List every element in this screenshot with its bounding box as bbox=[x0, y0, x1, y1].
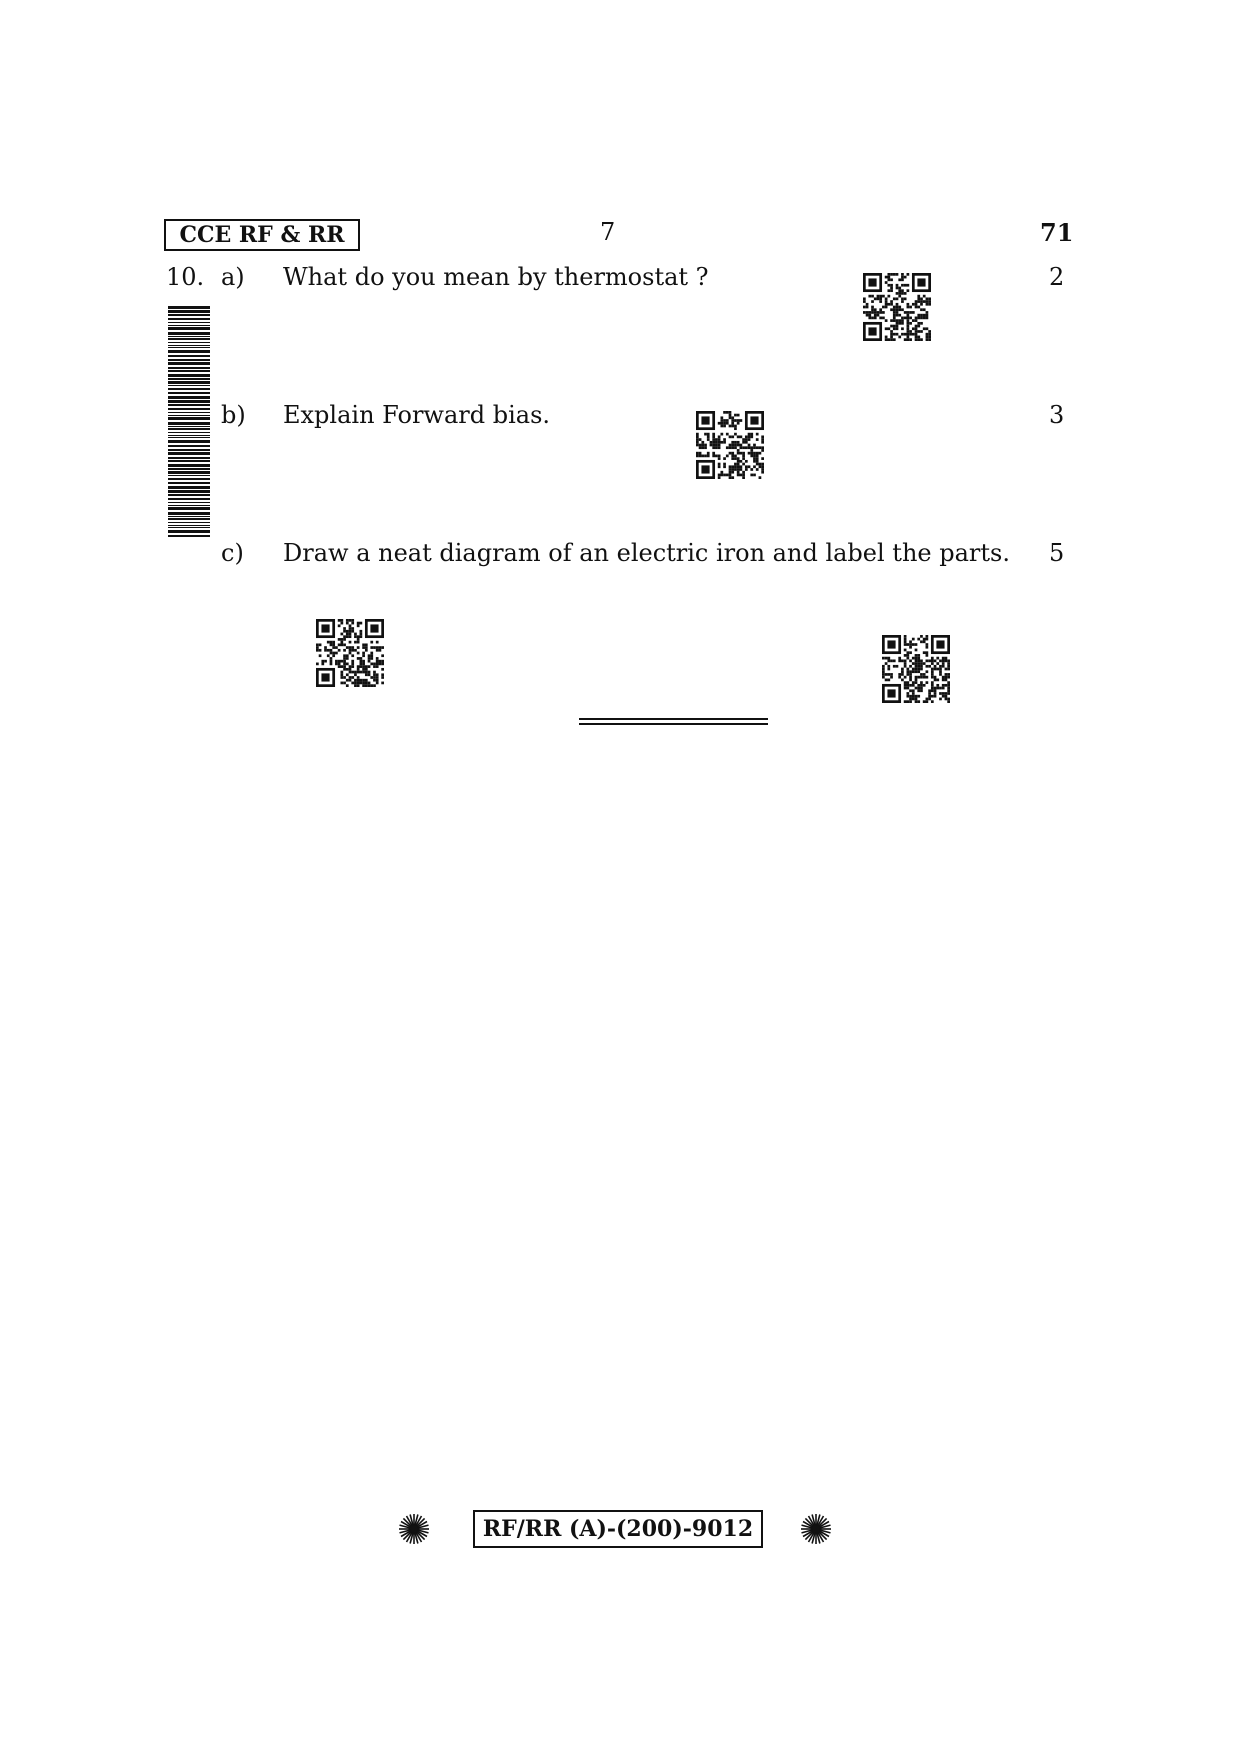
part-a-label: a) bbox=[221, 263, 245, 291]
star-ornament-icon bbox=[799, 1512, 833, 1546]
end-divider bbox=[579, 718, 768, 720]
header-code-box: CCE RF & RR bbox=[164, 219, 360, 251]
paper-code: 71 bbox=[1040, 218, 1074, 247]
part-a-marks: 2 bbox=[1049, 263, 1065, 291]
part-c-label: c) bbox=[221, 539, 244, 567]
question-number: 10. bbox=[166, 263, 205, 291]
part-b-text: Explain Forward bias. bbox=[283, 401, 551, 429]
part-c-text: Draw a neat diagram of an electric iron and label the parts. bbox=[283, 539, 1010, 567]
qr-code-icon bbox=[316, 619, 384, 687]
footer-code-box: RF/RR (A)-(200)-9012 bbox=[473, 1510, 763, 1548]
part-c-marks: 5 bbox=[1049, 539, 1065, 567]
part-b-label: b) bbox=[221, 401, 246, 429]
end-divider bbox=[579, 723, 768, 725]
part-b-marks: 3 bbox=[1049, 401, 1065, 429]
star-ornament-icon bbox=[397, 1512, 431, 1546]
qr-code-icon bbox=[696, 411, 764, 479]
qr-code-icon bbox=[882, 635, 950, 703]
page-number: 7 bbox=[600, 218, 616, 246]
part-a-text: What do you mean by thermostat ? bbox=[283, 263, 709, 291]
barcode-icon bbox=[168, 306, 210, 538]
qr-code-icon bbox=[863, 273, 931, 341]
